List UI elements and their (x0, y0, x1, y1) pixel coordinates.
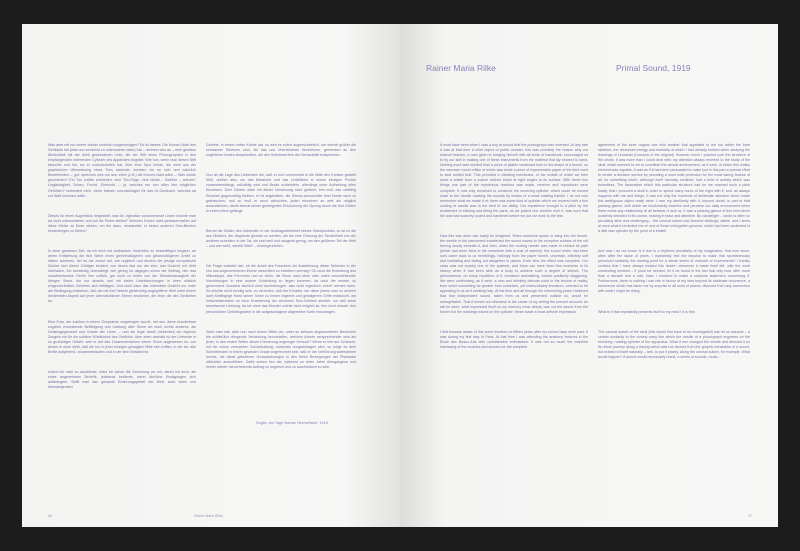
paragraph: I first became aware of this some fourteen or fifteen years after my school days were past. It was during my first stay in Paris. At that time I was attending the anatomy lectures in the École des Beaux-Arts with considerable enthusiasm. It was not so much the manifold interlacing of the muscles and sinews nor the complete (440, 329, 589, 349)
place-date-caption: Soglio, am Tage Mariae Himmelfahrt, 1919 (256, 421, 328, 425)
left-column-2 (206, 133, 356, 385)
paragraph: Indem ich mich so ausdrücke, habe ich schon die Zeichnung vor mir, deren ich mich, als eines angenehmen Behelfs, jedesmal bediente, wenn ähnliche Erwägungen sich aufdrängten. Stellt man das gesamte Erfahrungsgebiet der Welt, auch seine uns übersteigenden (48, 370, 197, 390)
paragraph: Die Frage entsteht hier, ob die Arbeit des Forschers die Ausdehnung dieser Sektoren in der von uns angenommenen Ebene wesentlich zu erweitern vermag? Ob nicht die Erwerbung des Mikroskops, des Fernrohrs und so vieler, die Sinne nach oben oder unten verschiebender Vorrichtungen in eine andere Schichtung zu liegen kommen, da doch der meiste, so gewonnene Zuwachs sinnlich nicht durchdrungen, also nicht eigentlich ‚erlebt‘ werden kann. Es möchte nicht voreilig sein, zu vermuten, daß der Künstler, der diese (wenn man so nennen darf) fünffingrige Hand seiner Sinne zu immer regerem und geistigerem Griffe entwickelt, am entscheidendsten an einer Erweiterung der einzelnen Sinn-Gebiete arbeitet, nur daß seine beweisende Leistung, da sie ohne das Wunder zuletzt nicht möglich ist, ihm nicht erlaubt, den persönlichen Gebietsgewinn in die aufgeschlagene allgemeine Karte einzutragen. (206, 264, 357, 314)
running-footer: Rainer Maria Rilke (194, 514, 223, 518)
paragraph: agreement of the inner organs one with another that appealed to me but rather the bare skeleton, the restrained energy and elasticity of which I had already noticed when studying the drawings of Leonardo [Lionardo in the original]. However much I puzzled over the structure of the whole, it was more than I could deal with; my attention always reverted to the study of the skull, which seemed to me to constitute the utmost achievement, as it were, of which this chalky element was capable; it was as if it had been persuaded to make just in this part a special effort to render a decisive service by providing a most solid protection for the most daring feature of all, for something which, although itself narrowly confined, had a field of activity which was boundless. The fascination which this particular structure had for me reached such a pitch finally, that I procured a skull in order to spend many hours of the night with it; and, as always happens with me and things, it was not only the moments of deliberate attention which made this ambiguous object really mine: I owe my familiarity with it, beyond doubt, in part to that passing glance, with which we involuntarily examine and perceive our daily environment when there exists any relationship at all between it and us. It was a passing glance of this kind which suddenly checked in its course, making it exact and attentive. By candlelight – which is often so peculiarly alive and challenging – the coronal suture had become strikingly visible, and I knew at once what it reminded me of: one of those unforgotten grooves, which had been scratched in a little wax cylinder by the point of a bristle! (598, 143, 752, 233)
paragraph: It must have been when I was a boy at school that the phonograph was invented. At any rate it was at that time a chief object of public wonder; this was probably the reason why our science teacher, a man given to busying himself with all kinds of handiwork, encouraged us to try our skill in making one of these instruments from the material that lay nearest to hand. Nothing more was needed than a piece of pliable cardboard bent to the shape of a funnel, on the narrower round orifice of which was stuck a piece of impermeable paper of the kind used to seal bottled fruit. This provided a vibrating membrane, in the middle of which we then stuck a bristle from a coarse clothes brush at right angles to its surface. With these few things one part of the mysterious machine was made, receiver and reproducer were complete. It now only remained to construct the receiving cylinder, which could be moved close to the needle marking the sounds by means of a small rotating handle. I do not now remember what we made it of; there was some kind of cylinder which we covered with a thin coating of candle wax to the best of our ability. Our impatience brought to a pitch by the excitement of sticking and fitting the parts, as we jostled one another over it, was such that the wax had scarcely cooled and hardened before we put our work to the test. (440, 143, 589, 218)
title-heading: Primal Sound, 1919 (616, 63, 691, 73)
paragraph: Gebiete, in einem vollen Kreise dar, so wird es sofort augenscheinlich, um wieviel größer die schwarzen Sektoren sind, die das uns Unerfahrbare bezeichnen, gemessen an den ungleichen lichten Ausschnitten, die den Scheinwerfern der Sensualität entsprechen. (206, 143, 357, 158)
paragraph: And now I do not know: is it due to a rhythmic peculiarity of my imagination, that ever since, often after the lapse of years, I repeatedly feel the impulse to make that spontaneously perceived similarity the starting point for a whole series of unheard of experiments? I frankly confess that I have always treated this desire, whenever it made itself felt, with the most unrelenting mistrust – if proof be needed, let it be found in the fact that only now, after more than a decade and a half, have I resolved to make a cautious statement concerning it. Furthermore, there is nothing I can cite in favour of my idea beyond its obstinate recurrence, a recurrence which has taken me by surprise in all sorts of places, divorced from any connection with what I might be doing. (598, 249, 751, 294)
paragraph: In einer gewissen Zeit, da ich mich mit arabischen Gedichten zu beschäftigen begann, an deren Entstehung die fünf Sinne einen gleichmäßigeren und gleichmäßigeren Anteil zu haben scheinen, fiel es mir zuerst auf, wie ungleich und einzeln der jetzige europäische Dichter sich dieser Zuträger bedient, von denen fast nur der eine, das Gesicht, mit Welt überladen, ihn beständig überwältigt; wie gering ist dagegen schon der Beitrag, den das unaufmerksame Gehör ihm zuflößt, gar nicht zu reden von der Teilnahmslosigkeit der übrigen Sinne, die nur abseits und mit vielen Unterbrechungen in ihren nützlich eingeschränkten Gebieten sich betätigen. Und doch kann das vollendete Gedicht nur unter der Bedingung entstehen, daß die mit fünf Hebeln gleichzeitig angegriffene Welt unter einem bestimmten Aspekt auf jener übernatürlichen Ebene erscheine, die eben die des Gedichtes ist. (48, 248, 197, 304)
paragraph: Eine Frau, der solches in einem Gespräche vorgetragen wurde, rief aus, diese wunderbare zugleich einsetzende Befähigung und Leistung aller Sinne sei doch nichts anderes, als Geistesgegenwart und Gnade der Liebe, – und sie legte damit (nebenbei) ein eigenes Zeugnis ein für die sublime Wirklichkeit des Gedichts. Aber eben deshalb ist der Liebende in so großartiger Gefahr, weil er auf das Zusammenwirken seiner Sinne angewiesen ist, von denen er doch weiß, daß sie nur in jener einzigen gewagten Mitte sich treffen, in der sie, alle Breite aufgebend, zusammenlaufen und in der kein Bestand ist. (48, 319, 197, 354)
author-heading: Rainer Maria Rilke (426, 63, 496, 73)
paragraph: Sieht man sich aber nun nach einem Mittel um, unter so seltsam abgesonderten Bereichen die schließlich dringende Verbindung herzustellen, welches könnte versprechender sein als jener, in den ersten Seiten dieser Erinnerung angeregte Versuch? Wenn er hier am Schlusse, mit der schon versuchten Zurückhaltung, nochmals vorgeschlagen wird, so möge es dem Schreibenden in einem gewissen Grade angerechnet sein, daß er der Verführung widerstehen konnte, die damit gebotenen Voraussetzungen in den freien Bewegungen der Phantasie willkürlich auszuführen. Dafür schien ihm der, während so vieler Jahre übergangene und immer wieder hervortretende Auftrag zu begrenzt und zu ausdrücklich zu sein. (206, 329, 357, 369)
paragraph: Was aber mit nur immer wieder innerlich vorgeschlagen? Es ist dieses: Die Kronen-Naht des Schädels hat (was nun zunächst zu untersuchen wäre) hat – nehmen wirs an – eine gewisse Ähnlichkeit mit der dicht gewundenen Linie, die der Stift eines Phonographen in den empfangenden rotierenden Cylinder des Apparates eingräbt. Wie nun, wenn man diesen Stift täuschte und ihn, wo er zurückzuleiten hat, über eine Spur lenkte, die nicht aus der graphischen Übersetzung eines Tons stammte, sondern ein an sich und natürlich Bestehendes –, gut: sprechen wirs nur aus: eben (z.B.) die Kronen-Naht wäre –: Was würde geschehen? Ein Ton müßte entstehen, eine Ton-Folge, eine Musik... Gefühle – welche? Ungläubigkeit, Scheu, Furcht, Ehrfurcht –: ja, welches nur von allen hier möglichen Gefühlen? verhindert mich, einen Namen vorzuschlagen für das Ur-Geräusch, welches da zur Welt kommen sollte... (48, 143, 197, 198)
right-page (400, 24, 778, 527)
paragraph: Beruht die Gefahr des Liebenden in der Unausgedehntheit seines Standpunktes, so ist es die des Dichters, der Abgründe gewahr zu werden, die die eine Ordnung der Sinnlichkeit von der anderen scheiden: in der Tat, sie sind weit und saugend genug, um den größeren Teil der Welt – und wer weiß, wieviel Welt? – hinwegzureißen. (206, 228, 357, 248)
book-spread (22, 24, 778, 527)
paragraph: Dieses für einen Augenblick hingestellt: was für, irgendwo vorkommende Linien möchte man da nicht unterschieben und auf die Probe stellen? Welchen Kontur nicht gewissermaßen auf diese Weise zu Ende ziehen, um ihn dann, verwandelt, in einem anderen Sinn-Bereich herandringen zu fühlen? (48, 213, 197, 233)
paragraph: What is it that repeatedly presents itself to my mind? It is this: (598, 309, 696, 314)
paragraph: Nun ist die Lage des Liebenden die, daß er sich unvermutet in die Mitte des Kreises gestellt fühlt, dorthin also, wo das Bekannte und das Unfaßliche in einem einzigen Punkte zusammendrängt, vollzählig wird und Besitz schlechthin, allerdings unter Aufhebung allen Einzelnen. Dem Dichter wäre mit dieser Versetzung nicht gedient, ihm muß das vielfältig Einzelne gegenwärtig bleiben, er ist angehalten, die Sinnes-Ausschnitte ihrer Breite nach zu gebrauchen, und so muß er auch wünschen, jeden einzelnen so weit als möglich auszudehnen, damit einmal seiner gesteigerten Entzückung der Sprung durch die fünf Gärten in einem Atem gelänge. (206, 173, 357, 213)
right-column-2 (598, 133, 750, 375)
left-page (22, 24, 400, 527)
paragraph: How this was done can easily be imagined. When someone spoke or sang into the funnel, the needle in the parchment transferred the sound waves to the receptive surface of the roll turning slowly beneath it, and then, when the moving needle was made to retrace its path (which had been fixed in the meantime with a coat of varnish), the sound which had been ours came back to us tremblingly, haltingly from the paper funnel, uncertain, infinitely soft and hesitating and fading out altogether in places. Each time the effect was complete. Our class was not exactly one of the quietest, and there can have been few moments in its history when it had been able as a body to achieve such a degree of silence. The phenomenon, on every repetition of it, remained astonishing, indeed positively staggering. We were confronting, as it were, a new and infinitely delicate point in the texture of reality, from which something far greater than ourselves, yet indescribably immature, seemed to be appealing to us as if seeking help. At the time and all through the intervening years I believed that that independent sound, taken from us and preserved outside us, would be unforgettable. That it turned out otherwise is the cause of my writing the present account. As will be seen, what impressed itself on my memory most deeply was not the sound from the funnel but the markings traced on the cylinder; these made a most definite impression. (440, 233, 589, 314)
paragraph: The coronal suture of the skull (this would first have to be investigated) has let us assume – a certain similarity to the closely wavy line which the needle of a phonograph engraves on the receiving, rotating cylinder of the apparatus. What if one changed the needle and directed it on its return journey along a tracing which was not derived from the graphic translation of a sound, but existed of itself naturally – well, to put it plainly, along the coronal suture, for example. What would happen? A sound would necessarily result, a series of sounds, music... (598, 329, 751, 359)
page-number-left: 46 (48, 514, 52, 518)
page-number-right: 47 (748, 514, 752, 518)
left-column-1 (48, 133, 196, 405)
right-column-1 (440, 133, 588, 365)
